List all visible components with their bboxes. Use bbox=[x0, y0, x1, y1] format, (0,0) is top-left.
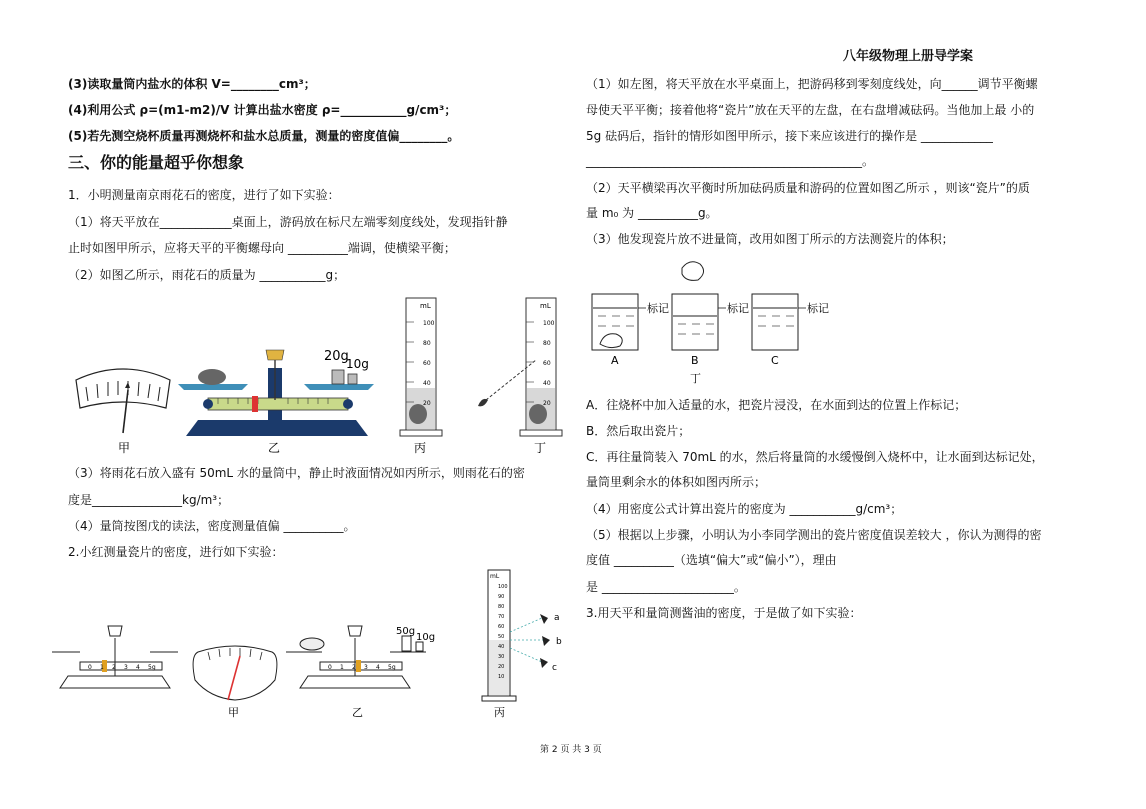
left-p1: 1．小明测量南京雨花石的密度，进行了如下实验： bbox=[68, 188, 340, 202]
left-q3: (3)读取量筒内盐水的体积 V=________cm³； bbox=[68, 77, 316, 91]
right-r5c: 是 ______________________。 bbox=[586, 580, 746, 594]
figure-beakers bbox=[586, 254, 846, 390]
balance2-scale-3: 3 bbox=[364, 664, 368, 671]
cylinder2-tick-100: 100 bbox=[498, 584, 508, 590]
figure-balance-cylinders bbox=[68, 288, 570, 458]
beaker-label-c: C bbox=[771, 354, 779, 367]
right-r2b: 量 m₀ 为 __________g。 bbox=[586, 206, 718, 220]
eye-b: b bbox=[556, 637, 562, 647]
balance-1 bbox=[52, 626, 178, 688]
page-number: 第 2 页 共 3 页 bbox=[540, 745, 602, 755]
cylinder-ding-tick-20: 20 bbox=[543, 400, 551, 407]
weight-10g: 10g bbox=[346, 357, 369, 371]
figure-porcelain bbox=[50, 560, 580, 725]
balance2-scale-4: 4 bbox=[376, 664, 380, 671]
right-rC2: 量筒里剩余水的体积如图丙所示； bbox=[586, 475, 767, 489]
right-rC1: C．再往量筒装入 70mL 的水，然后将量筒的水缓慢倒入烧杯中，让水面到达标记处， bbox=[586, 450, 1044, 464]
balance1-scale-3: 3 bbox=[124, 664, 128, 671]
left-p1-3b: 度是_______________kg/m³； bbox=[68, 493, 230, 507]
right-r1b: 母使天平平衡；接着他将“瓷片”放在天平的左盘，在右盘增减砝码。当他加上最 小的 bbox=[586, 103, 1035, 117]
beaker-c bbox=[752, 294, 806, 350]
cylinder-bing-tick-100: 100 bbox=[423, 320, 435, 327]
cylinder-ding-tick-40: 40 bbox=[543, 380, 551, 387]
right-r3: （3）他发现瓷片放不进量筒，改用如图丁所示的方法测瓷片的体积； bbox=[586, 232, 954, 246]
weight-20g: 20g bbox=[324, 349, 349, 364]
fig1-label-yi: 乙 bbox=[268, 441, 281, 455]
eye-c: c bbox=[552, 663, 557, 673]
balance1-scale-1: 1 bbox=[100, 664, 104, 671]
balance2-scale-0: 0 bbox=[328, 664, 332, 671]
fig2-label-jia: 甲 bbox=[228, 706, 239, 719]
right-rA: A．往烧杯中加入适量的水，把瓷片浸没，在水面到达的位置上作标记； bbox=[586, 398, 967, 412]
balance2-scale-1: 1 bbox=[340, 664, 344, 671]
eye-a: a bbox=[554, 613, 560, 623]
fig1-label-ding: 丁 bbox=[534, 441, 547, 455]
cylinder2-tick-50: 50 bbox=[498, 634, 505, 640]
cylinder-bing-tick-40: 40 bbox=[423, 380, 431, 387]
right-r1d: ______________________________________________。 bbox=[586, 154, 875, 168]
cylinder2-tick-70: 70 bbox=[498, 614, 505, 620]
cylinder2-unit: mL bbox=[490, 573, 500, 580]
balance1-scale-2: 2 bbox=[112, 664, 116, 671]
cylinder-bing-tick-20: 20 bbox=[423, 400, 431, 407]
right-r1a: （1）如左图，将天平放在水平桌面上，把游码移到零刻度线处，向______调节平衡螺 bbox=[586, 77, 1038, 91]
balance2-scale-5g: 5g bbox=[388, 664, 396, 671]
cylinder2-tick-30: 30 bbox=[498, 654, 505, 660]
dial-jia bbox=[76, 369, 170, 433]
balance1-scale-4: 4 bbox=[136, 664, 140, 671]
weight-10g-2: 10g bbox=[416, 632, 436, 643]
cylinder2-tick-40: 40 bbox=[498, 644, 505, 650]
cylinder-bing-unit: mL bbox=[420, 302, 431, 310]
beaker-label-b: B bbox=[691, 354, 699, 367]
left-p1-1a: （1）将天平放在____________桌面上，游码放在标尺左端零刻度线处，发现指针静 bbox=[68, 215, 508, 229]
right-r2a: （2）天平横梁再次平衡时所加砝码质量和游码的位置如图乙所示 ，则该“瓷片”的质 bbox=[586, 181, 1030, 195]
fig1-label-jia: 甲 bbox=[118, 441, 131, 455]
mark-c: 标记 bbox=[807, 302, 829, 315]
left-p2: 2.小红测量瓷片的密度，进行如下实验： bbox=[68, 545, 284, 559]
cylinder2-tick-10: 10 bbox=[498, 674, 505, 680]
header-title: 八年级物理上册导学案 bbox=[843, 49, 974, 64]
left-p1-3a: （3）将雨花石放入盛有 50mL 水的量筒中，静止时液面情况如丙所示，则雨花石的密 bbox=[68, 466, 525, 480]
balance2-scale-2: 2 bbox=[352, 664, 356, 671]
dial-jia-2 bbox=[193, 646, 277, 700]
cylinder-bing-tick-60: 60 bbox=[423, 360, 431, 367]
cylinder-ding-unit: mL bbox=[540, 302, 551, 310]
cylinder2-tick-90: 90 bbox=[498, 594, 505, 600]
right-r4: （4）用密度公式计算出瓷片的密度为 ___________g/cm³； bbox=[586, 502, 903, 516]
right-rB: B．然后取出瓷片； bbox=[586, 424, 691, 438]
right-r6: 3.用天平和量筒测酱油的密度，于是做了如下实验： bbox=[586, 606, 862, 620]
beaker-b bbox=[672, 294, 726, 350]
cylinder2-tick-80: 80 bbox=[498, 604, 505, 610]
fig3-label-ding: 丁 bbox=[690, 372, 701, 385]
cylinder-bing-2 bbox=[482, 570, 550, 701]
right-r1c: 5g 砝码后，指针的情形如图甲所示，接下来应该进行的操作是 ____________ bbox=[586, 129, 993, 143]
balance1-scale-5g: 5g bbox=[148, 664, 156, 671]
right-r5b: 度值 __________（选填“偏大”或“偏小”），理由 bbox=[586, 553, 837, 567]
fig2-label-bing: 丙 bbox=[494, 706, 505, 719]
left-q4: (4)利用公式 ρ=(m1-m2)/V 计算出盐水密度 ρ=___________g/cm³； bbox=[68, 103, 457, 117]
cylinder-bing-tick-80: 80 bbox=[423, 340, 431, 347]
left-p1-4: （4）量筒按图戊的读法，密度测量值偏 __________。 bbox=[68, 519, 356, 533]
weight-50g: 50g bbox=[396, 626, 416, 637]
left-p1-2: （2）如图乙所示，雨花石的质量为 ___________g； bbox=[68, 268, 346, 282]
cylinder2-tick-60: 60 bbox=[498, 624, 505, 630]
cylinder-ding-tick-80: 80 bbox=[543, 340, 551, 347]
mark-a: 标记 bbox=[647, 302, 669, 315]
cylinder-ding-tick-100: 100 bbox=[543, 320, 555, 327]
balance1-scale-0: 0 bbox=[88, 664, 92, 671]
left-q5: (5)若先测空烧杯质量再测烧杯和盐水总质量，测量的密度值偏________。 bbox=[68, 129, 460, 143]
mark-b: 标记 bbox=[727, 302, 749, 315]
cylinder-ding bbox=[478, 298, 562, 436]
beaker-a bbox=[592, 294, 646, 350]
section-heading: 三、你的能量超乎你想象 bbox=[68, 153, 245, 172]
right-r5a: （5）根据以上步骤，小明认为小李同学测出的瓷片密度值误差较大 ，你认为测得的密 bbox=[586, 528, 1042, 542]
left-p1-1b: 止时如图甲所示，应将天平的平衡螺母向 __________端调，使横梁平衡； bbox=[68, 241, 456, 255]
cylinder2-tick-20: 20 bbox=[498, 664, 505, 670]
cylinder-bing bbox=[400, 298, 442, 436]
beaker-label-a: A bbox=[611, 354, 619, 367]
fig2-label-yi: 乙 bbox=[352, 706, 363, 719]
fig1-label-bing: 丙 bbox=[414, 441, 427, 455]
cylinder-ding-tick-60: 60 bbox=[543, 360, 551, 367]
